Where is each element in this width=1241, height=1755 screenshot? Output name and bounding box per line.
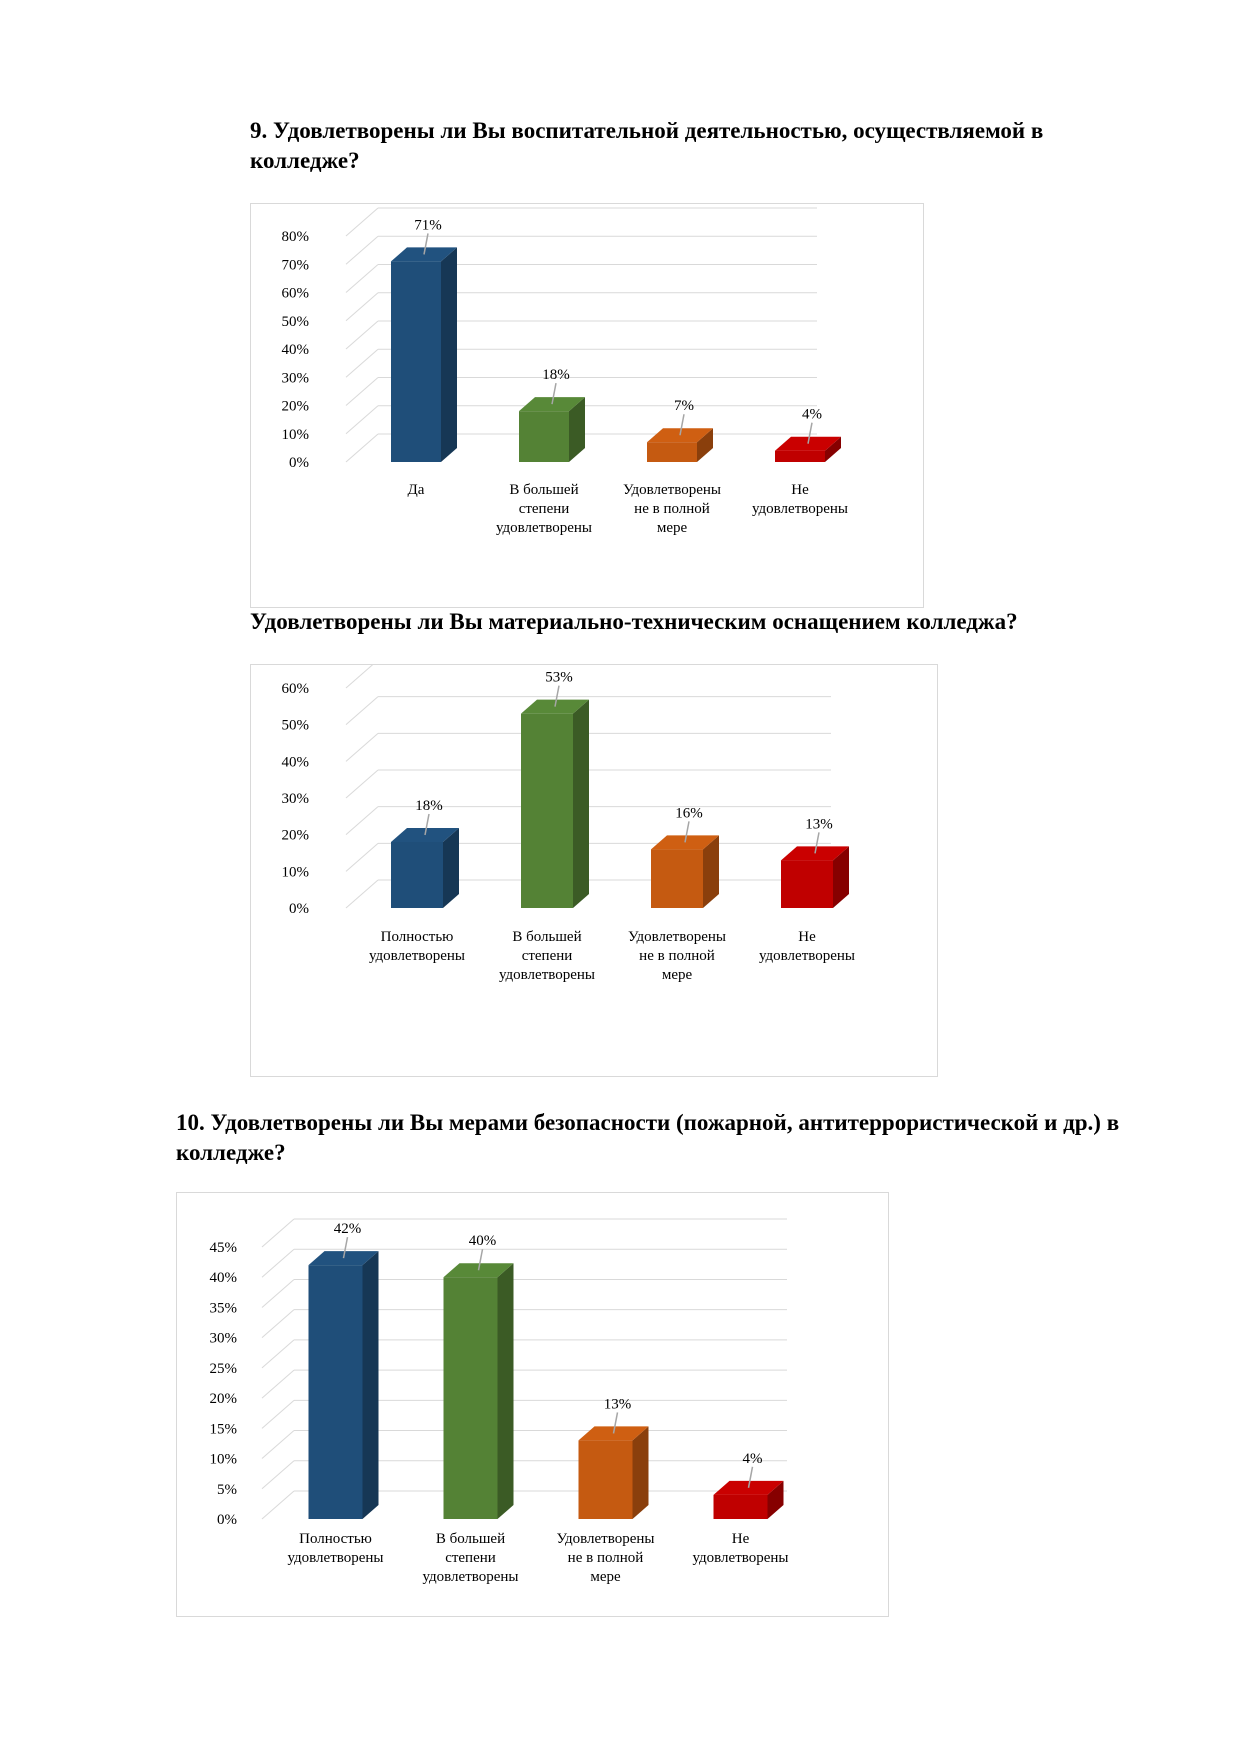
y-tick-label: 40% — [281, 342, 309, 358]
category-label: В большей степени удовлетворены — [498, 929, 596, 983]
y-tick-label: 20% — [281, 827, 309, 844]
gridline-side — [262, 1461, 294, 1489]
y-tick-label: 10% — [281, 864, 309, 881]
bar — [519, 397, 585, 462]
data-label: 18% — [415, 798, 443, 814]
bar — [579, 1426, 649, 1519]
bar-front — [714, 1495, 768, 1519]
data-label: 13% — [805, 816, 833, 833]
y-tick-label: 45% — [209, 1240, 237, 1256]
gridline-side — [346, 770, 378, 798]
gridline-side — [346, 880, 378, 908]
category-label: Не удовлетворены — [751, 482, 849, 517]
bar-side — [498, 1263, 514, 1519]
gridline-side — [346, 807, 378, 835]
data-label: 42% — [333, 1221, 362, 1238]
category-label: Да — [407, 482, 425, 498]
y-tick-label: 50% — [281, 313, 309, 330]
y-tick-label: 30% — [209, 1330, 237, 1347]
gridline-side — [346, 733, 378, 761]
category-label: В большей степени удовлетворены — [422, 1531, 519, 1585]
y-tick-label: 70% — [281, 257, 309, 274]
bar-side — [443, 828, 459, 908]
bar-front — [391, 842, 443, 908]
y-tick-label: 30% — [281, 370, 309, 387]
question-10-title: 10. Удовлетворены ли Вы мерами безопасности (пожарной, антитеррористической и др.) в колледже? — [176, 1110, 1120, 1165]
y-tick-label: 35% — [209, 1300, 237, 1317]
bar-side — [441, 247, 457, 462]
gridline-side — [262, 1340, 294, 1368]
bar — [781, 846, 849, 908]
bar — [391, 828, 459, 908]
bar-front — [579, 1440, 633, 1519]
y-tick-label: 50% — [281, 717, 309, 734]
category-label: Не удовлетворены — [692, 1531, 789, 1566]
bar-front — [647, 442, 697, 462]
chart-1-frame — [250, 203, 924, 608]
category-label: Полностью удовлетворены — [287, 1531, 384, 1566]
y-tick-label: 0% — [289, 901, 309, 917]
gridline-side — [262, 1370, 294, 1398]
data-label: 18% — [542, 367, 570, 384]
gridline-side — [262, 1491, 294, 1519]
data-label: 13% — [603, 1396, 632, 1413]
y-tick-label: 20% — [209, 1391, 237, 1408]
bar — [521, 700, 589, 908]
gridline-side — [346, 434, 378, 462]
chart-1-svg — [251, 204, 925, 609]
bar — [444, 1263, 514, 1519]
category-label: Не удовлетворены — [758, 929, 856, 964]
data-label: 7% — [674, 398, 694, 415]
gridline-side — [346, 208, 378, 236]
gridline-side — [346, 321, 378, 349]
gridline-side — [346, 665, 378, 688]
bar — [309, 1251, 379, 1519]
y-tick-label: 25% — [209, 1360, 237, 1377]
gridline-side — [262, 1279, 294, 1307]
chart-2-frame — [250, 664, 938, 1077]
data-label: 16% — [675, 805, 703, 822]
bar-front — [651, 849, 703, 908]
gridline-side — [346, 293, 378, 321]
data-label: 53% — [545, 669, 573, 686]
bar-front — [519, 411, 569, 462]
bar-side — [573, 700, 589, 908]
bar-front — [391, 261, 441, 462]
data-label: 4% — [742, 1450, 763, 1467]
y-tick-label: 0% — [289, 455, 309, 471]
gridline-side — [262, 1310, 294, 1338]
chart-2-svg — [251, 665, 939, 1078]
question-material-title: Удовлетворены ли Вы материально-техническим оснащением колледжа? — [250, 609, 1018, 634]
gridline-side — [346, 265, 378, 293]
gridline-side — [346, 843, 378, 871]
bar — [391, 247, 457, 462]
y-tick-label: 10% — [281, 426, 309, 443]
y-tick-label: 10% — [209, 1451, 237, 1468]
bar — [651, 835, 719, 908]
data-label: 40% — [468, 1233, 497, 1250]
category-label: Удовлетворены не в полной мере — [628, 929, 726, 983]
gridline-side — [346, 378, 378, 406]
gridline-side — [346, 236, 378, 264]
category-label: Удовлетворены не в полной мере — [623, 482, 721, 536]
y-tick-label: 5% — [217, 1481, 237, 1498]
y-tick-label: 30% — [281, 791, 309, 807]
bar-side — [633, 1426, 649, 1519]
y-tick-label: 80% — [281, 229, 309, 245]
gridline-side — [262, 1431, 294, 1459]
bar-side — [363, 1251, 379, 1519]
y-tick-label: 60% — [281, 285, 309, 302]
y-tick-label: 40% — [209, 1270, 237, 1287]
bar-front — [521, 714, 573, 908]
chart-3-svg — [177, 1193, 890, 1618]
bar-front — [309, 1265, 363, 1519]
gridline-side — [262, 1219, 294, 1247]
category-label: Полностью удовлетворены — [368, 929, 466, 964]
category-label: В большей степени удовлетворены — [495, 482, 593, 536]
chart-3-frame — [176, 1192, 889, 1617]
data-label: 4% — [802, 406, 822, 423]
y-tick-label: 60% — [281, 681, 309, 697]
y-tick-label: 40% — [281, 754, 309, 771]
y-tick-label: 20% — [281, 398, 309, 415]
gridline-side — [346, 697, 378, 725]
gridline-side — [346, 406, 378, 434]
gridline-side — [262, 1249, 294, 1277]
data-label: 71% — [414, 217, 442, 234]
gridline-side — [346, 349, 378, 377]
y-tick-label: 0% — [217, 1512, 237, 1528]
category-label: Удовлетворены не в полной мере — [556, 1531, 655, 1585]
y-tick-label: 15% — [209, 1421, 237, 1438]
question-9-title: 9. Удовлетворены ли Вы воспитательной деятельностью, осуществляемой в колледже? — [250, 118, 1044, 173]
gridline-side — [262, 1400, 294, 1428]
bar-front — [444, 1277, 498, 1519]
bar-front — [781, 860, 833, 908]
bar-front — [775, 451, 825, 462]
